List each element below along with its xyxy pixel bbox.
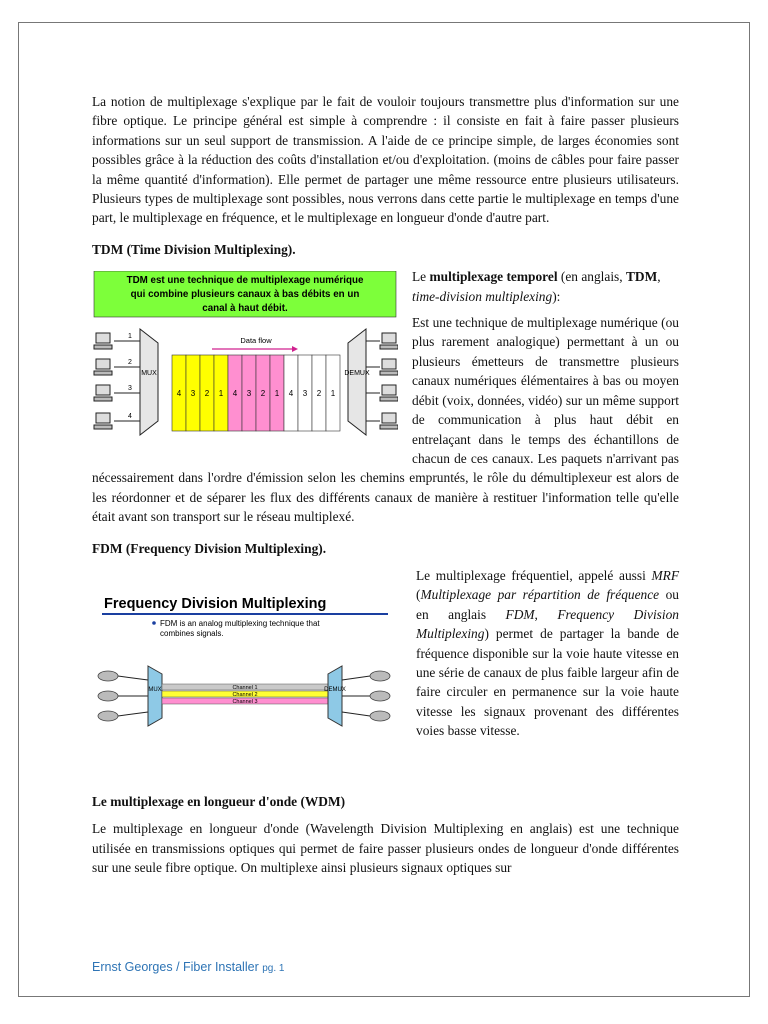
fdm-text-5: ou en anglais — [416, 587, 679, 622]
fdm-bullet-line2: combines signals. — [160, 628, 224, 638]
tdm-slot-label: 2 — [260, 389, 266, 399]
tdm-banner-line3: canal à haut débit. — [202, 303, 288, 315]
computer-icon — [94, 333, 112, 429]
tdm-slot-label: 4 — [176, 389, 182, 399]
telephone-icon — [98, 671, 118, 721]
tdm-lead-abbr: TDM — [625, 269, 658, 285]
fdm-text-9: ) permet de partager la bande de fréquence disponible sur la voie haute vitesse en une série de canaux de plus faible largeur afin de faire circuler en permanence sur la voie haute vitesse les signaux provenant des différentes voies basse vitesse. — [416, 626, 679, 739]
line-label-3: 3 — [128, 385, 132, 393]
tdm-mux-label: MUX — [141, 370, 157, 378]
fdm-channel-2: Channel 2 — [232, 691, 258, 698]
tdm-lead-le: Le — [412, 269, 430, 285]
fdm-text-8: Frequency Division Multiplexing — [416, 606, 679, 642]
fdm-bullet-line1: FDM is an analog multiplexing technique that — [160, 618, 320, 628]
document-body — [92, 92, 679, 878]
wdm-body: Le multiplexage en longueur d'onde (Wavelength Division Multiplexing en anglais) est une technique utilisée en transmissions optiques qui permet de faire passer plusieurs ondes de longueur d'onde différentes sur une seule fibre optique. On multiplexe ainsi plusieurs signaux optiques sur — [92, 821, 679, 876]
tdm-lead-end: ): — [552, 288, 561, 304]
fdm-text-7: , — [534, 606, 558, 622]
fdm-text-4: Multiplexage par répartition de fréquence — [420, 587, 660, 603]
wdm-heading: Le multiplexage en longueur d'onde (WDM) — [92, 793, 346, 809]
tdm-slot-label: 2 — [316, 389, 322, 399]
intro-paragraph: La notion de multiplexage s'explique par le fait de vouloir toujours transmettre plus d'information sur une fibre optique. Le principe général est simple à comprendre : il consiste en fait à faire passer plusieurs informations sur un seul support de transmission. A l'aide de ce principe simple, de larges économies sont possibles grâce à la réduction des coûts d'installation et/ou d'exploitation. (moins de câbles pour faire passer la même quantité d'information). Elle permet de partager une même ressource entre plusieurs utilisateurs. Plusieurs types de multiplexage sont possibles, nous verrons dans cette partie le multiplexage en temps d'une part, le multiplexage en fréquence, et le multiplexage en longueur d'onde d'autre part. — [92, 94, 679, 226]
footer-author: Ernst Georges / Fiber Installer — [92, 960, 259, 974]
tdm-slot-label: 3 — [302, 389, 308, 399]
tdm-lead-italic: time-division multiplexing — [412, 288, 553, 304]
tdm-figure — [92, 271, 398, 443]
tdm-lead-comma: , — [657, 269, 661, 285]
data-flow-label: Data flow — [240, 336, 272, 346]
fdm-channel-3: Channel 3 — [232, 698, 258, 705]
fdm-text-3: ( — [416, 587, 421, 603]
tdm-lead-bold: multiplexage temporel — [429, 269, 558, 285]
tdm-banner-line1: TDM est une technique de multiplexage numérique — [126, 275, 364, 287]
tdm-slot-label: 2 — [204, 389, 210, 399]
tdm-slot-label: 4 — [288, 389, 294, 399]
tdm-lead-paren: (en anglais, — [557, 269, 626, 285]
fdm-heading: FDM (Frequency Division Multiplexing). — [92, 540, 327, 556]
fdm-figure — [92, 578, 398, 774]
fdm-demux-label: DEMUX — [324, 686, 346, 693]
fdm-figure-title: Frequency Division Multiplexing — [104, 595, 327, 612]
fdm-text-2: MRF — [651, 567, 679, 583]
fdm-text-1: Le multiplexage fréquentiel, appelé aussi — [416, 567, 652, 583]
tdm-slot-label: 1 — [218, 389, 224, 399]
telephone-icon — [370, 671, 390, 721]
fdm-text-6: FDM — [505, 606, 535, 622]
tdm-slot-label: 3 — [246, 389, 252, 399]
tdm-banner-line2: qui combine plusieurs canaux à bas débits en un — [130, 289, 360, 301]
footer-page-number: pg. 1 — [262, 963, 285, 974]
line-label-1: 1 — [128, 333, 132, 341]
tdm-heading: TDM (Time Division Multiplexing). — [92, 241, 296, 257]
tdm-slot-label: 1 — [274, 389, 280, 399]
line-label-2: 2 — [128, 359, 132, 367]
fdm-channel-1: Channel 1 — [232, 684, 258, 691]
line-label-4: 4 — [128, 413, 132, 421]
tdm-body: Est une technique de multiplexage numérique (ou plus rarement analogique) permettant à un ou plusieurs émetteurs de transmettre plusieurs canaux numériques élémentaires à bas ou moyen débit (voix, données, vidéo) sur un même support de communication à plus haut débit en entrelaçant dans le temps des échantillons de chacun de ces canaux. Les paquets n'arrivant pas nécessairement dans l'ordre d'émission selon les chemins empruntés, le rôle du démultiplexeur est alors de les réordonner et de séparer les flux des différents canaux de manière à restituer l'information telle qu'elle était avant son transport sur le réseau multiplexé. — [92, 315, 679, 525]
tdm-slot-label: 1 — [330, 389, 336, 399]
computer-icon — [380, 333, 398, 429]
tdm-demux-label: DEMUX — [344, 370, 370, 378]
fdm-mux-label: MUX — [148, 686, 162, 693]
page-footer — [92, 960, 284, 974]
tdm-slot-label: 4 — [232, 389, 238, 399]
tdm-slot-label: 3 — [190, 389, 196, 399]
tdm-slots — [172, 355, 340, 431]
